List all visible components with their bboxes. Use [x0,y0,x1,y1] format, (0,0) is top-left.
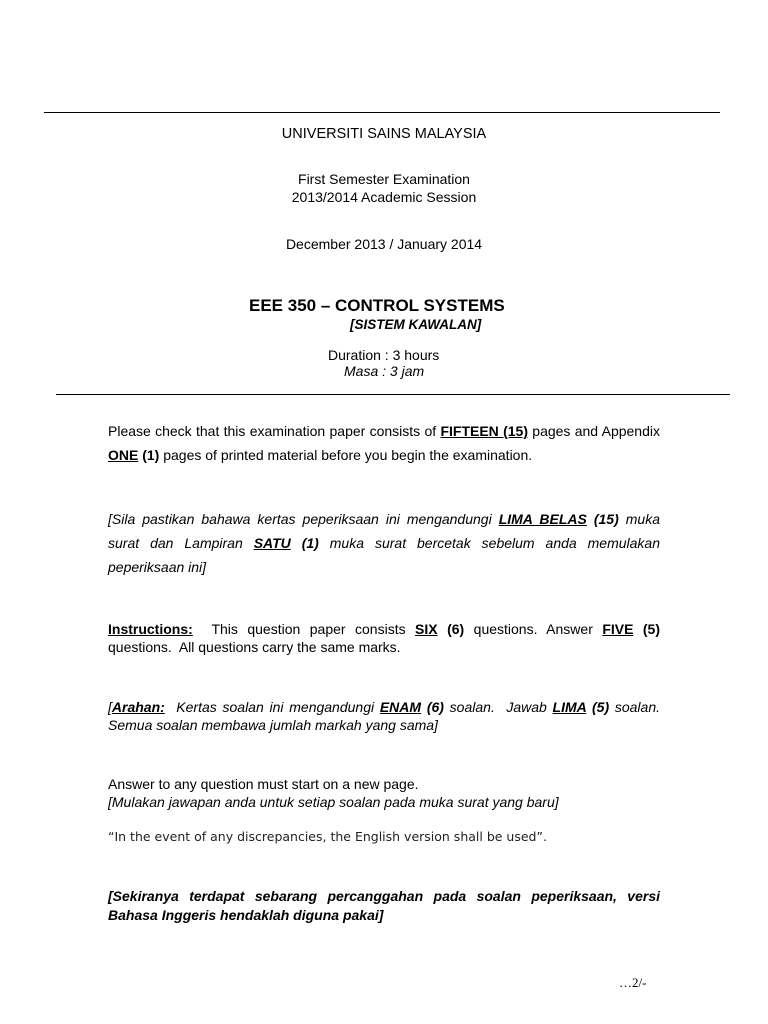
five-word: FIVE [602,621,634,637]
enam-word: ENAM [379,699,422,715]
appendix-count-number: (1) [138,447,160,463]
exam-title: First Semester Examination [298,171,470,187]
appendix-count-malay-number: (1) [290,535,319,551]
page-check-paragraph: Please check that this examination paper consists of FIFTEEN (15) pages and Appendix ONE (1) pages of printed material before you begin the examination. [108,423,660,463]
page-continuation-marker: …2/- [619,975,647,990]
appendix-count-malay-word: SATU [253,535,291,551]
discrepancy-note: “In the event of any discrepancies, the English version shall be used”. [108,829,547,844]
middle-rule [56,394,730,395]
duration: Duration : 3 hours [328,347,440,363]
course-title-malay: [SISTEM KAWALAN] [350,317,482,332]
arahan-label: Arahan: [111,699,165,715]
appendix-count-word: ONE [108,447,139,463]
lima-number: (5) [586,699,610,715]
answer-note: Answer to any question must start on a new page. [108,776,419,792]
top-rule [44,112,720,113]
course-title: EEE 350 – CONTROL SYSTEMS [249,296,505,315]
pages-count: FIFTEEN (15) [440,423,528,439]
page-check-paragraph-malay: [Sila pastikan bahawa kertas peperiksaan ini mengandungi LIMA BELAS (15) muka surat dan Lampiran SATU (1) muka surat bercetak sebelum anda memulakan peperiksaan ini] [108,511,661,575]
instructions-label: Instructions: [108,621,193,637]
enam-number: (6) [421,699,444,715]
six-number: (6) [437,621,465,637]
instructions-paragraph-malay: [Arahan: Kertas soalan ini mengandungi ENAM (6) soalan. Jawab LIMA (5) soalan. Semua soalan membawa jumlah markah yang sama] [108,699,660,733]
pages-count-malay-number: (15) [586,511,619,527]
answer-note-malay: [Mulakan jawapan anda untuk setiap soalan pada muka surat yang baru] [108,794,559,810]
exam-date: December 2013 / January 2014 [285,236,483,252]
discrepancy-note-malay: [Sekiranya terdapat sebarang percanggahan pada soalan peperiksaan, versi Bahasa Inggeris hendaklah diguna pakai] [108,888,660,923]
university-name: UNIVERSITI SAINS MALAYSIA [281,126,487,142]
duration-malay: Masa : 3 jam [344,363,425,379]
five-number: (5) [633,621,661,637]
pages-count-malay-word: LIMA BELAS [498,511,587,527]
lima-word: LIMA [552,699,587,715]
six-word: SIX [415,621,438,637]
instructions-paragraph: Instructions: This question paper consists SIX (6) questions. Answer FIVE (5) questions. All questions carry the same marks. [108,621,664,655]
academic-session: 2013/2014 Academic Session [291,189,477,205]
